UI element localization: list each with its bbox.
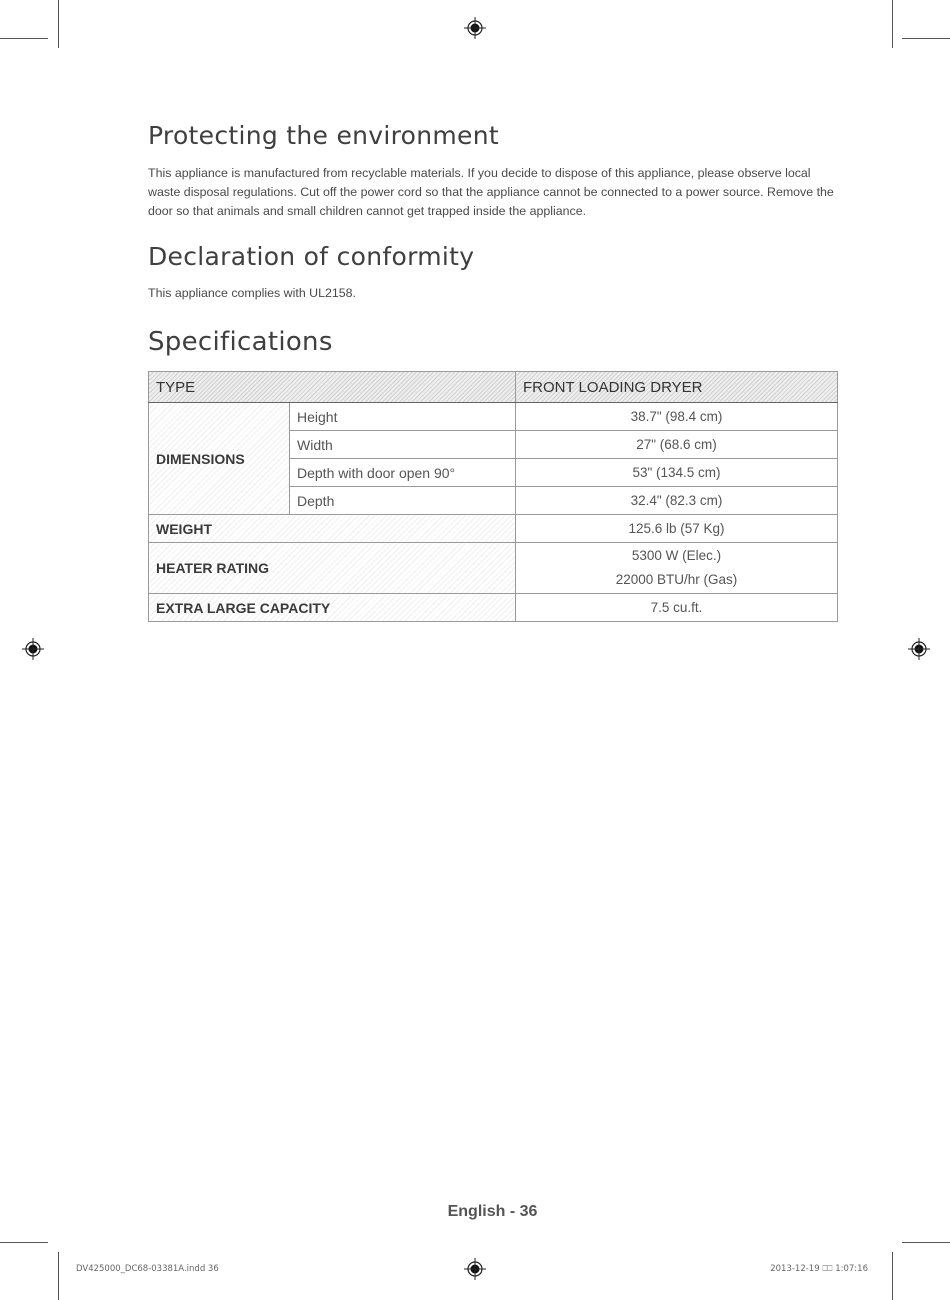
weight-value: 125.6 lb (57 Kg) [516,515,838,543]
depth-value: 32.4" (82.3 cm) [516,487,838,515]
specifications-title: Specifications [148,327,333,357]
file-name: DV425000_DC68-03381A.indd 36 [76,1264,219,1274]
header-type: TYPE [149,372,516,403]
crop-mark [0,38,48,39]
page-number: English - 36 [447,1203,538,1220]
capacity-label: EXTRA LARGE CAPACITY [149,594,516,622]
depth-door-open-value: 53" (134.5 cm) [516,459,838,487]
crop-mark [58,0,59,48]
crop-mark [58,1252,59,1300]
depth-door-open-label: Depth with door open 90° [290,459,516,487]
heater-rating-value [516,543,838,594]
header-model: FRONT LOADING DRYER [516,372,838,403]
specifications-table [148,371,838,622]
registration-mark-icon [464,17,486,39]
print-timestamp: 2013-12-19 ⎕⎕ 1:07:16 [770,1264,868,1274]
crop-mark [902,1242,950,1243]
dimensions-label: DIMENSIONS [149,403,290,515]
heater-rating-label: HEATER RATING [149,543,516,594]
environment-text: This appliance is manufactured from recyclable materials. If you decide to dispose of this appliance, please observe local waste disposal regulations. Cut off the power cord so that the appliance cannot be connected to a power source. Remove the door so that animals and small children cannot get trapped inside the appliance. [148,166,834,218]
heater-elec-value: 5300 W (Elec.) [631,548,722,563]
table-row [149,543,838,594]
crop-mark [0,1242,48,1243]
table-header-row [149,372,838,403]
heater-gas-value: 22000 BTU/hr (Gas) [615,572,738,587]
table-row [149,515,838,543]
weight-label: WEIGHT [149,515,516,543]
registration-mark-icon [22,638,44,660]
conformity-title: Declaration of conformity [148,242,475,271]
crop-mark [892,0,893,48]
table-row [149,403,838,431]
environment-title: Protecting the environment [148,121,499,150]
registration-mark-icon [908,638,930,660]
width-value: 27" (68.6 cm) [516,431,838,459]
crop-mark [902,38,950,39]
crop-mark [892,1252,893,1300]
width-label: Width [290,431,516,459]
conformity-text: This appliance complies with UL2158. [148,286,356,300]
depth-label: Depth [290,487,516,515]
capacity-value: 7.5 cu.ft. [516,594,838,622]
table-row [149,594,838,622]
height-value: 38.7" (98.4 cm) [516,403,838,431]
registration-mark-icon [464,1258,486,1280]
height-label: Height [290,403,516,431]
